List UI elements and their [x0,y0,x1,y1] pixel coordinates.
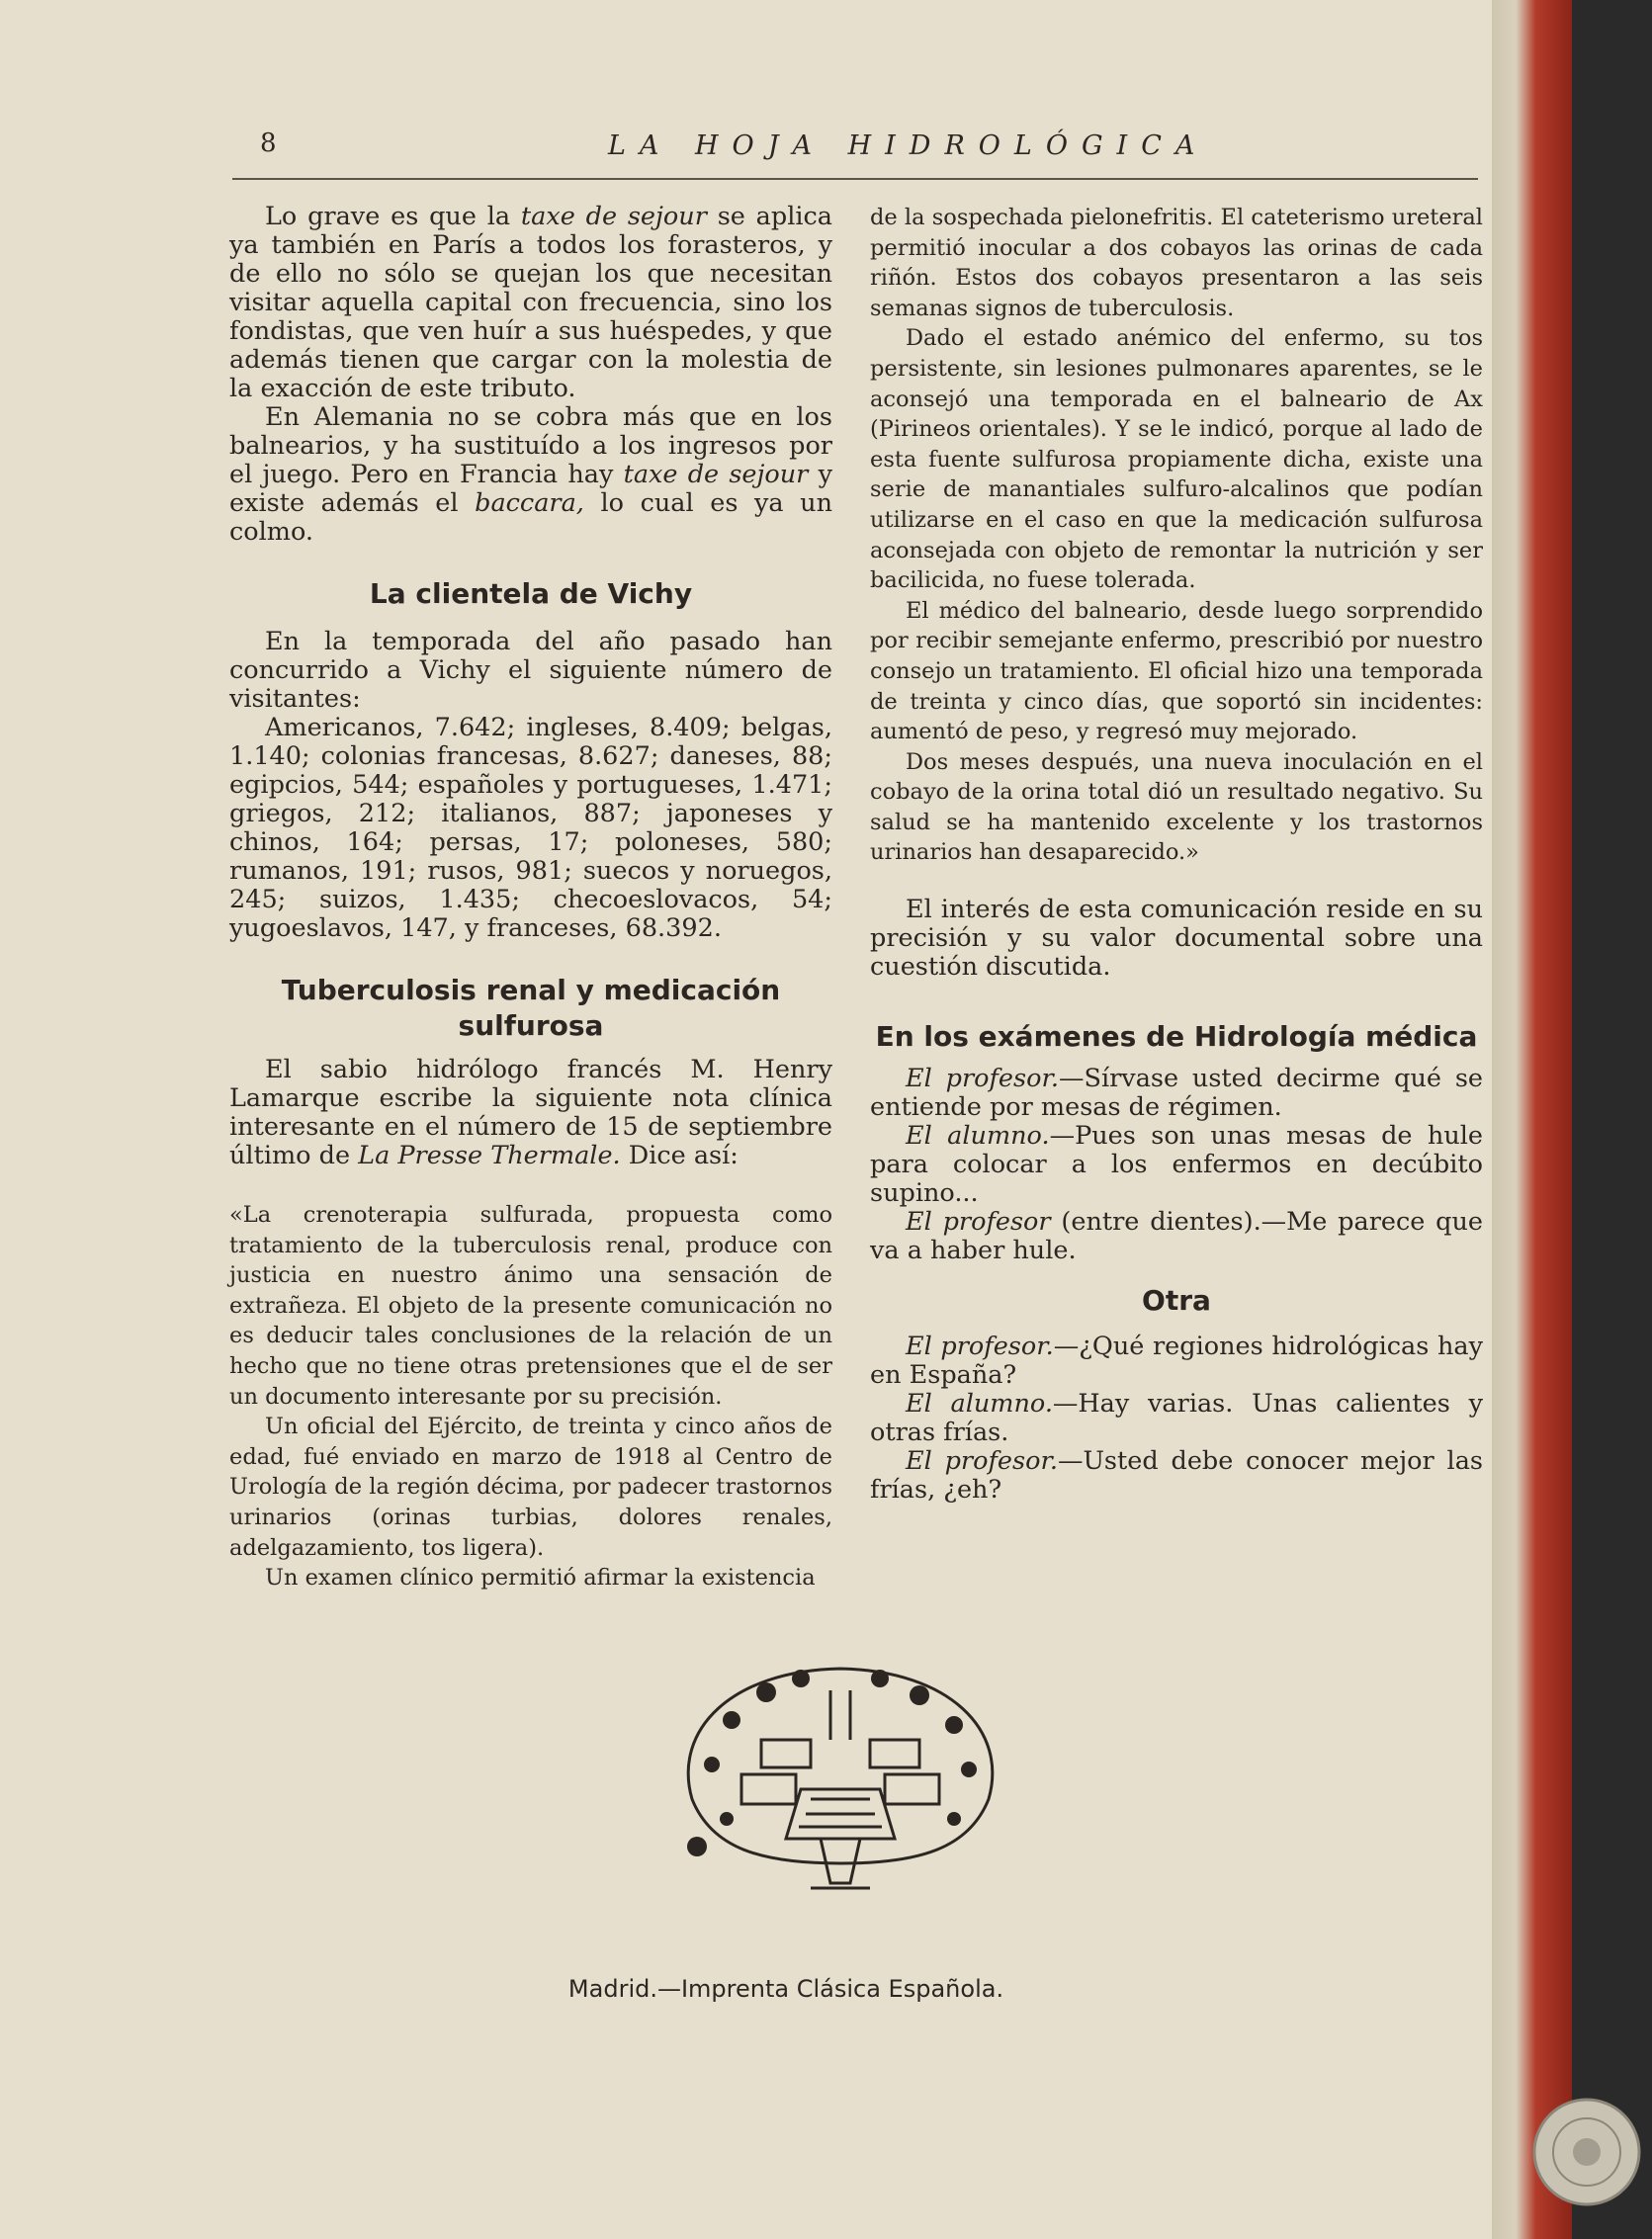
dialogue-line-1: El profesor.—Sírvase usted decirme qué se entiende por mesas de régimen. [870,1064,1484,1123]
imprint-line: Madrid.—Imprenta Clásica Española. [567,1975,1004,2003]
quote-paragraph-3: Un examen clínico permitió afirmar la existencia [265,1565,816,1592]
quote-paragraph-1: «La crenoterapia sulfurada, propuesta como tratamiento de la tuberculosis renal, produce con justicia en nuestro ánimo una sensación de extrañeza. El objeto de la presente comunicación no es deducir tales conclusiones de la relación de un hecho que no tiene otras pretensiones que el de ser un documento interesante por su precisión. [229,1202,832,1410]
paragraph-balneario-ax: Dado el estado anémico del enfermo, su tos persistente, sin lesiones pulmonares aparentes, se le aconsejó una temporada en el balneario de Ax (Pirineos orientales). Y se le indicó, porque al lado de esta fuente sulfurosa propiamente dicha, existe una serie de manantiales sulfuro-alcalinos que podían utilizarse en el caso en que la medicación sulfurosa aconsejada con objeto de remontar la nutrición y ser bacilicida, no fuese tolerada. [870,325,1483,594]
page-number: 8 [260,129,277,158]
dialogue-line-6: El profesor.—Usted debe conocer mejor las frías, ¿eh? [870,1446,1483,1506]
book-spine-edge [1492,0,1572,2239]
right-column [870,203,1483,1505]
paragraph-interes: El interés de esta comunicación reside en su precisión y su valor documental sobre una cuestión discutida. [870,895,1483,983]
heading-otra: Otra [1142,1284,1211,1318]
paragraph-vichy-intro: En la temporada del año pasado han concurrido a Vichy el siguiente número de visitantes: [229,627,832,714]
paragraph-pielonefritis: de la sospechada pielonefritis. El cateterismo ureteral permitió inocular a dos cobayos las orinas de cada riñón. Estos dos cobayos presentaron a las seis semanas signos de tuberculosis. [870,205,1483,321]
header-rule [232,178,1478,180]
left-column [229,203,832,1593]
paragraph-vichy-visitors: Americanos, 7.642; ingleses, 8.409; belgas, 1.140; colonias francesas, 8.627; daneses, 88; egipcios, 544; españoles y portugueses, 1.471; griegos, 212; italianos, 887; japoneses y chinos, 164; persas, 17; poloneses, 580; rumanos, 191; rusos, 981; suecos y noruegos, 245; suizos, 1.435; checoeslovacos, 54; yugoeslavos, 147, y franceses, 68.392. [229,713,832,943]
paragraph-alemania: En Alemania no se cobra más que en los balnearios, y ha sustituído a los ingresos por el juego. Pero en Francia hay taxe de sejour y existe además el baccara, lo cual es ya un colmo. [229,402,833,547]
dialogue-line-3: El profesor (entre dientes).—Me parece que va a haber hule. [870,1207,1483,1266]
fountain-vignette-icon [672,1651,1008,1898]
heading-tuberculosis-line1: Tuberculosis renal y medicación [281,974,781,1006]
heading-clientela-vichy: La clientela de Vichy [369,577,693,610]
dialogue-line-2: El alumno.—Pues son unas mesas de hule para colocar a los enfermos en decúbito supino... [870,1121,1483,1209]
paragraph-resultado: Dos meses después, una nueva inoculación en el cobayo de la orina total dió un resultado negativo. Su salud se ha mantenido excelente y los trastornos urinarios han desaparecido.» [870,748,1483,866]
heading-examenes: En los exámenes de Hidrología médica [875,1020,1478,1054]
paragraph-taxe-paris: Lo grave es que la taxe de sejour se aplica ya también en París a todos los forasteros, y de ello no sólo se quejan los que necesitan visitar aquella capital con frecuencia, sino los fondistas, que ven huír a sus huéspedes, y que además tienen que cargar con la molestia de la exacción de este tributo. [229,202,832,403]
dialogue-line-4: El profesor.—¿Qué regiones hidrológicas hay en España? [870,1332,1484,1391]
academy-seal-icon [1530,2096,1643,2208]
quote-paragraph-2: Un oficial del Ejército, de treinta y cinco años de edad, fué enviado en marzo de 1918 al Centro de Urología de la región décima, por padecer trastornos urinarios (orinas turbias, dolores renales, adelgazamiento, tos ligera). [229,1414,832,1561]
heading-tuberculosis-line2: sulfurosa [458,1009,604,1042]
paragraph-medico-balneario: El médico del balneario, desde luego sorprendido por recibir semejante enfermo, prescribió por nuestro consejo un tratamiento. El oficial hizo una temporada de treinta y cinco días, que soportó sin incidentes: aumentó de peso, y regresó muy mejorado. [870,597,1483,745]
journal-title: LA HOJA HIDROLÓGICA [608,130,1209,161]
paragraph-lamarque: El sabio hidrólogo francés M. Henry Lamarque escribe la siguiente nota clínica interesante en el número de 15 de septiembre último de La Presse Thermale. Dice así: [229,1055,832,1170]
running-head [232,119,1478,178]
dialogue-line-5: El alumno.—Hay varias. Unas calientes y otras frías. [870,1389,1483,1448]
